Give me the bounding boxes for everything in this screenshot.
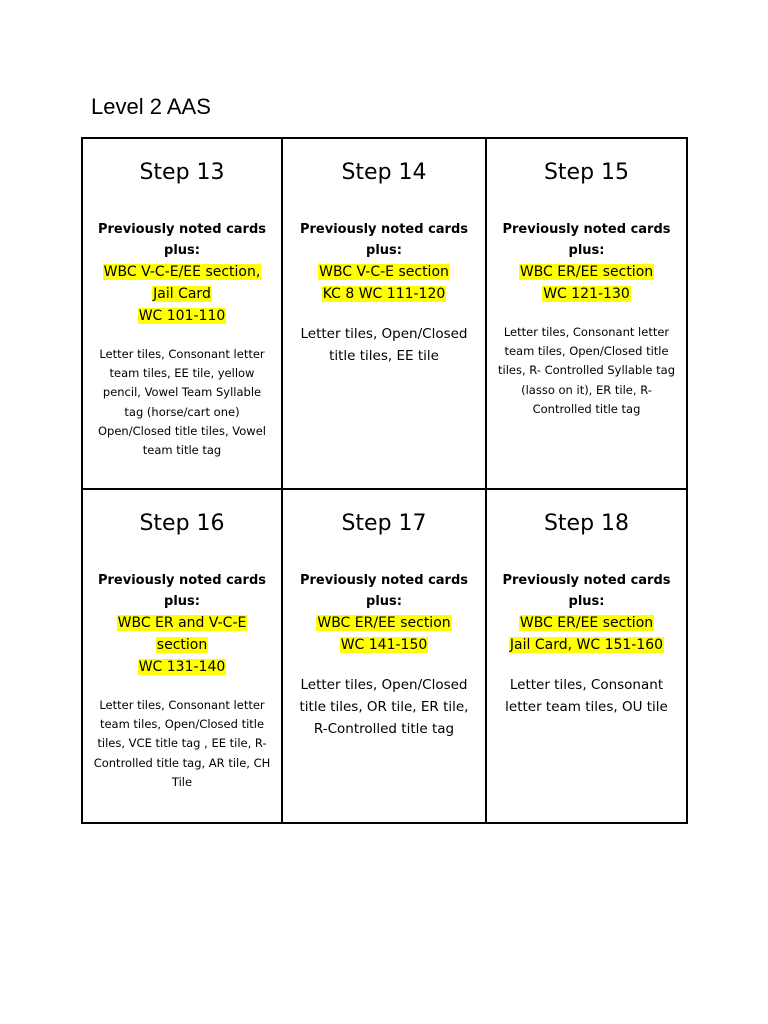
tiles-list: Letter tiles, Open/Closed title tiles, OR tile, ER tile, R-Controlled title tag xyxy=(299,677,469,737)
highlight-line: Jail Card xyxy=(153,286,211,302)
highlight-line: WBC ER and V-C-E xyxy=(117,615,247,631)
highlight-line: WBC ER/EE section xyxy=(519,264,654,280)
step-title: Step 18 xyxy=(543,511,630,536)
step-card-15 xyxy=(487,139,686,490)
step-card-14 xyxy=(283,139,487,490)
highlight-line: WBC ER/EE section xyxy=(519,615,654,631)
previously-noted-label: Previously noted cards plus: xyxy=(502,573,671,609)
highlighted-cards xyxy=(293,612,475,656)
highlighted-cards xyxy=(93,261,271,327)
step-card-16 xyxy=(83,490,283,822)
highlighted-cards xyxy=(497,612,676,656)
step-card-18 xyxy=(487,490,686,822)
step-title: Step 15 xyxy=(543,160,630,185)
step-title: Step 16 xyxy=(139,511,225,536)
highlight-line: WBC ER/EE section xyxy=(317,615,451,631)
previously-noted-label: Previously noted cards plus: xyxy=(299,222,469,258)
highlighted-cards xyxy=(293,261,475,305)
step-card-13 xyxy=(83,139,283,490)
tiles-list: Letter tiles, Consonant letter team tiles, Open/Closed title tiles, VCE title tag , EE tile, R-Controlled title tag, AR tile, CH Tile xyxy=(93,698,271,789)
document-title: Level 2 AAS xyxy=(91,94,211,119)
highlight-line: WC 141-150 xyxy=(340,637,428,653)
highlight-line: Jail Card, WC 151-160 xyxy=(509,637,664,653)
tiles-list: Letter tiles, Consonant letter team tiles, OU tile xyxy=(505,677,668,715)
step-title: Step 13 xyxy=(139,160,225,185)
tiles-list: Letter tiles, Open/Closed title tiles, EE tile xyxy=(300,326,468,364)
highlight-line: section xyxy=(156,637,208,653)
previously-noted-label: Previously noted cards plus: xyxy=(502,222,671,258)
step-card-17 xyxy=(283,490,487,822)
steps-grid xyxy=(81,137,688,824)
previously-noted-label: Previously noted cards plus: xyxy=(299,573,469,609)
tiles-list: Letter tiles, Consonant letter team tiles, Open/Closed title tiles, R- Controlled Syllable tag (lasso on it), ER tile, R-Controlled title tag xyxy=(497,325,676,416)
highlight-line: WC 121-130 xyxy=(543,286,630,302)
highlight-line: WC 101-110 xyxy=(138,308,226,324)
highlighted-cards xyxy=(497,261,676,305)
highlighted-cards xyxy=(93,612,271,678)
tiles-list: Letter tiles, Consonant letter team tiles, EE tile, yellow pencil, Vowel Team Syllable tag (horse/cart one) Open/Closed title tiles, Vowel team title tag xyxy=(98,347,266,458)
highlight-line: WBC V-C-E section xyxy=(319,264,449,280)
step-title: Step 17 xyxy=(341,511,427,536)
step-title: Step 14 xyxy=(341,160,427,185)
highlight-line: KC 8 WC 111-120 xyxy=(322,286,446,302)
highlight-line: WBC V-C-E/EE section, xyxy=(103,264,261,280)
previously-noted-label: Previously noted cards plus: xyxy=(97,573,267,609)
previously-noted-label: Previously noted cards plus: xyxy=(97,222,267,258)
highlight-line: WC 131-140 xyxy=(138,659,226,675)
